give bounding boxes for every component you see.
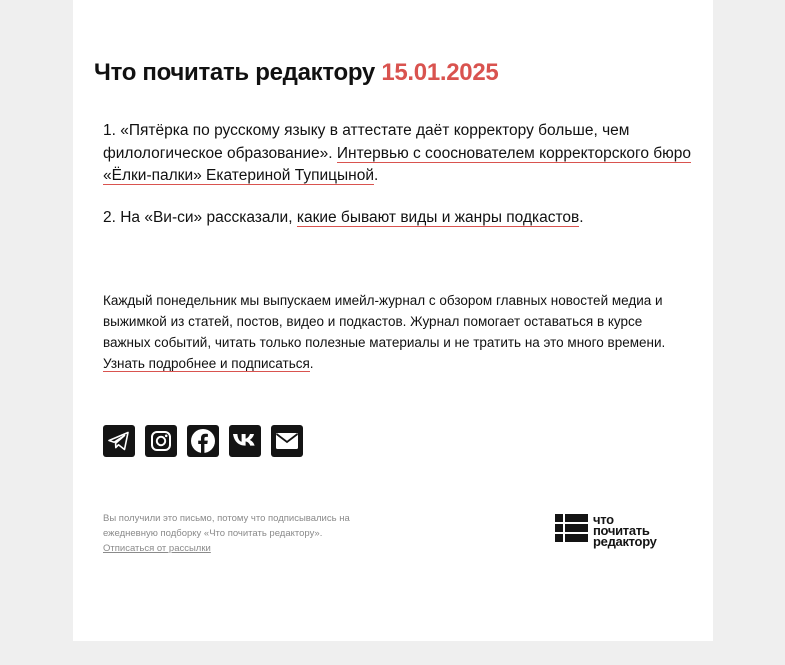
logo-line: редактору bbox=[593, 534, 657, 549]
digest-item bbox=[103, 207, 693, 230]
email-icon[interactable] bbox=[271, 425, 303, 457]
brand-logo bbox=[555, 514, 657, 547]
title-text: Что почитать редактору bbox=[94, 59, 375, 86]
logo-bars-icon bbox=[555, 514, 588, 542]
instagram-icon[interactable] bbox=[145, 425, 177, 457]
logo-line: что bbox=[593, 512, 614, 527]
logo-line: почитать bbox=[593, 523, 650, 538]
issue-date: 15.01.2025 bbox=[381, 59, 499, 86]
footer-note bbox=[103, 511, 393, 556]
digest-item-suffix: . bbox=[579, 208, 584, 226]
digest-item-text: 1. «Пятёрка по русскому языку в аттестате даёт корректору больше, чем филологическое образование». bbox=[103, 122, 630, 162]
digest-item-link[interactable]: какие бывают виды и жанры подкастов bbox=[296, 208, 580, 226]
vk-icon[interactable] bbox=[229, 425, 261, 457]
unsubscribe-link[interactable]: Отписаться от рассылки bbox=[103, 543, 211, 554]
digest-item bbox=[103, 120, 693, 188]
about-section bbox=[103, 290, 688, 374]
digest-item-link[interactable]: Интервью с сооснователем корректорского бюро «Ёлки-палки» Екатериной Тупицыной bbox=[103, 144, 692, 184]
email-card bbox=[73, 0, 713, 641]
social-links bbox=[103, 425, 303, 457]
subscribe-link[interactable]: Узнать подробнее и подписаться bbox=[103, 356, 310, 371]
about-suffix: . bbox=[309, 356, 314, 371]
digest-item-text: 2. На «Ви-си» рассказали, bbox=[103, 208, 297, 226]
page-title bbox=[94, 58, 498, 88]
digest-list bbox=[103, 120, 693, 248]
about-text: Каждый понедельник мы выпускаем имейл-журнал с обзором главных новостей медиа и выжимкой из статей, постов, видео и подкастов. Журнал помогает оставаться в курсе важных событий, читать только полезные материалы и не тратить на это много времени. bbox=[103, 293, 666, 350]
footer-text: Вы получили это письмо, потому что подписывались на ежедневную подборку «Что почитать редактору». bbox=[103, 513, 350, 539]
facebook-icon[interactable] bbox=[187, 425, 219, 457]
telegram-icon[interactable] bbox=[103, 425, 135, 457]
logo-text bbox=[593, 514, 657, 547]
digest-item-suffix: . bbox=[374, 167, 379, 184]
